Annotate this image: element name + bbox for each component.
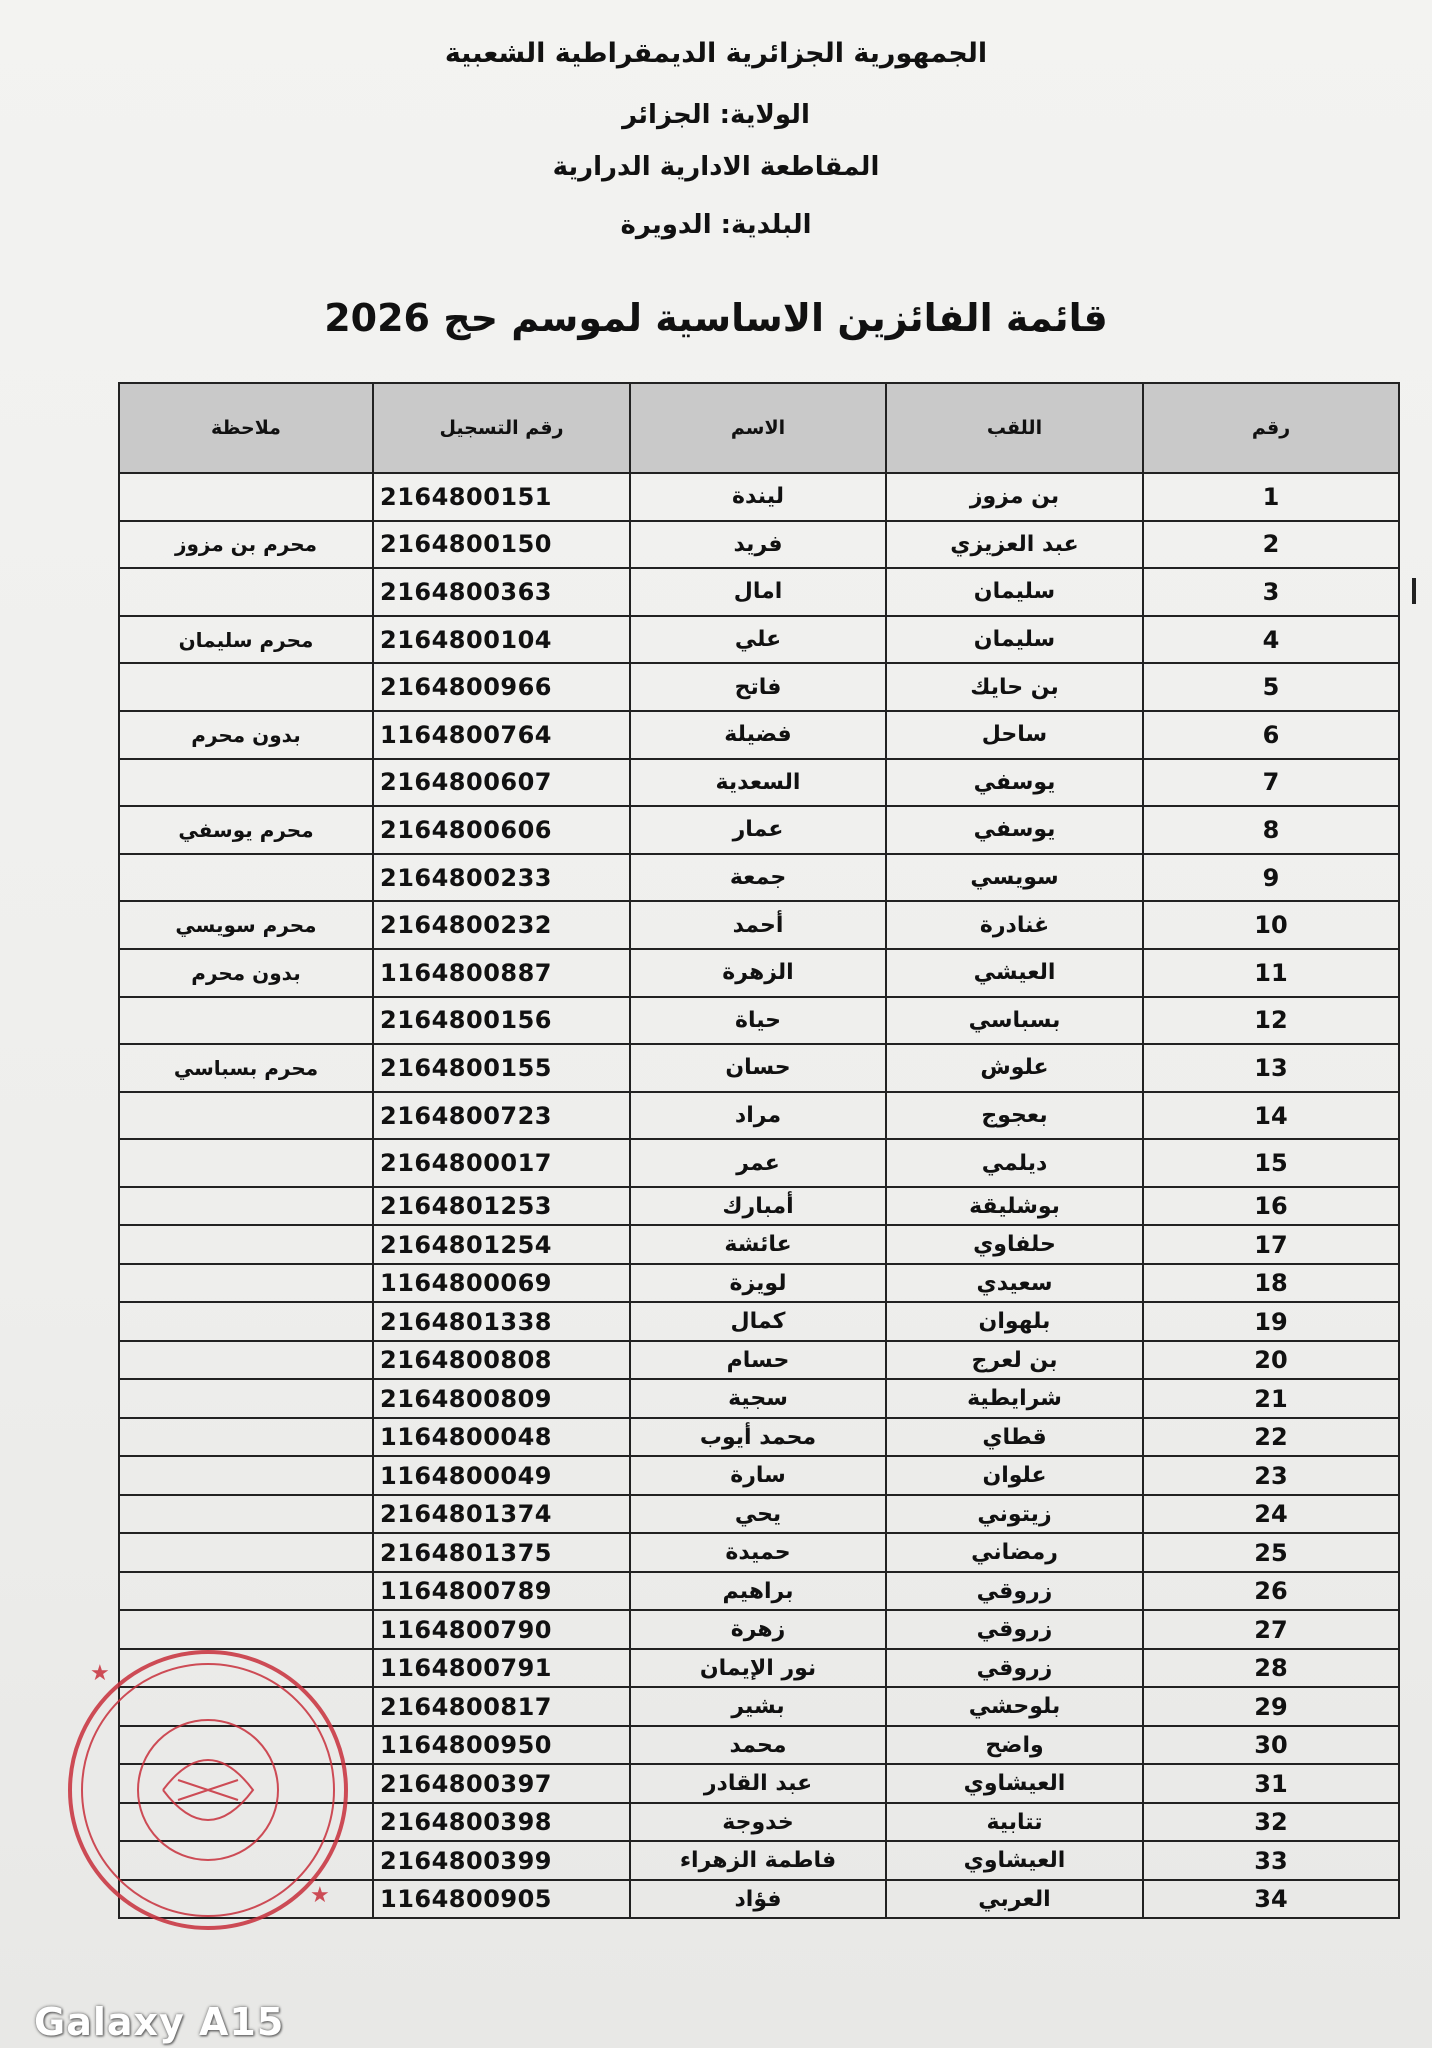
svg-text:★: ★ bbox=[90, 1661, 110, 1686]
table-row bbox=[119, 1225, 1399, 1264]
cell-surname: سويسي bbox=[886, 854, 1143, 902]
cell-registration: 1164800069 bbox=[373, 1264, 630, 1303]
cell-registration: 1164800049 bbox=[373, 1456, 630, 1495]
cell-name: خدوجة bbox=[630, 1803, 886, 1842]
cell-name: عائشة bbox=[630, 1225, 886, 1264]
cell-name: كمال bbox=[630, 1302, 886, 1341]
cell-surname: رمضاني bbox=[886, 1533, 1143, 1572]
table-row bbox=[119, 997, 1399, 1045]
col-header-note: ملاحظة bbox=[119, 383, 373, 473]
cell-surname: سليمان bbox=[886, 568, 1143, 616]
cell-note bbox=[119, 1187, 373, 1226]
cell-registration: 2164800809 bbox=[373, 1379, 630, 1418]
cell-note bbox=[119, 1264, 373, 1303]
cell-number: 6 bbox=[1143, 711, 1399, 759]
cell-note: محرم سليمان bbox=[119, 616, 373, 664]
cell-surname: تتابية bbox=[886, 1803, 1143, 1842]
document-title: قائمة الفائزين الاساسية لموسم حج 2026 bbox=[324, 296, 1108, 340]
cell-note bbox=[119, 1456, 373, 1495]
cell-number: 24 bbox=[1143, 1495, 1399, 1534]
header-republic: الجمهورية الجزائرية الديمقراطية الشعبية bbox=[444, 38, 988, 69]
cell-name: السعدية bbox=[630, 759, 886, 807]
cell-note bbox=[119, 1418, 373, 1457]
table-row bbox=[119, 1187, 1399, 1226]
cell-surname: العيشاوي bbox=[886, 1764, 1143, 1803]
cell-surname: علوش bbox=[886, 1044, 1143, 1092]
cell-number: 23 bbox=[1143, 1456, 1399, 1495]
cell-name: حسان bbox=[630, 1044, 886, 1092]
cell-note: محرم بسباسي bbox=[119, 1044, 373, 1092]
table-row bbox=[119, 1456, 1399, 1495]
cell-number: 27 bbox=[1143, 1610, 1399, 1649]
table-row bbox=[119, 663, 1399, 711]
cell-note bbox=[119, 1092, 373, 1140]
cell-note bbox=[119, 1225, 373, 1264]
table-row bbox=[119, 1533, 1399, 1572]
cell-name: فضيلة bbox=[630, 711, 886, 759]
cell-number: 21 bbox=[1143, 1379, 1399, 1418]
cell-registration: 2164800363 bbox=[373, 568, 630, 616]
cell-surname: زروقي bbox=[886, 1610, 1143, 1649]
cell-registration: 2164800399 bbox=[373, 1841, 630, 1880]
cell-number: 30 bbox=[1143, 1726, 1399, 1765]
cell-number: 34 bbox=[1143, 1880, 1399, 1919]
col-header-name: الاسم bbox=[630, 383, 886, 473]
cell-registration: 2164800232 bbox=[373, 901, 630, 949]
cell-name: عمر bbox=[630, 1139, 886, 1187]
cell-surname: العيشي bbox=[886, 949, 1143, 997]
cell-name: يحي bbox=[630, 1495, 886, 1534]
cell-name: بشير bbox=[630, 1687, 886, 1726]
page-edge-mark bbox=[1412, 578, 1416, 604]
cell-name: محمد أيوب bbox=[630, 1418, 886, 1457]
cell-name: مراد bbox=[630, 1092, 886, 1140]
cell-name: سجية bbox=[630, 1379, 886, 1418]
cell-surname: واضح bbox=[886, 1726, 1143, 1765]
table-row bbox=[119, 616, 1399, 664]
cell-number: 10 bbox=[1143, 901, 1399, 949]
cell-number: 1 bbox=[1143, 473, 1399, 521]
cell-note bbox=[119, 473, 373, 521]
table-row bbox=[119, 1044, 1399, 1092]
cell-note: بدون محرم bbox=[119, 711, 373, 759]
cell-name: فؤاد bbox=[630, 1880, 886, 1919]
cell-name: جمعة bbox=[630, 854, 886, 902]
col-header-number: رقم bbox=[1143, 383, 1399, 473]
cell-surname: بسباسي bbox=[886, 997, 1143, 1045]
cell-registration: 2164800104 bbox=[373, 616, 630, 664]
col-header-surname: اللقب bbox=[886, 383, 1143, 473]
table-row bbox=[119, 1139, 1399, 1187]
cell-number: 3 bbox=[1143, 568, 1399, 616]
cell-surname: بوشليقة bbox=[886, 1187, 1143, 1226]
cell-number: 18 bbox=[1143, 1264, 1399, 1303]
cell-name: فاتح bbox=[630, 663, 886, 711]
cell-registration: 2164800607 bbox=[373, 759, 630, 807]
cell-surname: العربي bbox=[886, 1880, 1143, 1919]
cell-surname: عبد العزيزي bbox=[886, 521, 1143, 569]
cell-number: 15 bbox=[1143, 1139, 1399, 1187]
cell-registration: 2164800398 bbox=[373, 1803, 630, 1842]
cell-name: نور الإيمان bbox=[630, 1649, 886, 1688]
cell-number: 4 bbox=[1143, 616, 1399, 664]
cell-registration: 2164800808 bbox=[373, 1341, 630, 1380]
table-row bbox=[119, 759, 1399, 807]
cell-registration: 2164800723 bbox=[373, 1092, 630, 1140]
cell-note bbox=[119, 997, 373, 1045]
cell-surname: بلهوان bbox=[886, 1302, 1143, 1341]
cell-number: 14 bbox=[1143, 1092, 1399, 1140]
table-row bbox=[119, 1418, 1399, 1457]
cell-number: 17 bbox=[1143, 1225, 1399, 1264]
cell-surname: بن مزوز bbox=[886, 473, 1143, 521]
cell-name: الزهرة bbox=[630, 949, 886, 997]
cell-note bbox=[119, 663, 373, 711]
cell-name: أحمد bbox=[630, 901, 886, 949]
table-row bbox=[119, 806, 1399, 854]
table-row bbox=[119, 1264, 1399, 1303]
cell-surname: سليمان bbox=[886, 616, 1143, 664]
cell-number: 11 bbox=[1143, 949, 1399, 997]
cell-registration: 2164800155 bbox=[373, 1044, 630, 1092]
cell-note bbox=[119, 568, 373, 616]
cell-number: 5 bbox=[1143, 663, 1399, 711]
cell-surname: بعجوج bbox=[886, 1092, 1143, 1140]
cell-surname: العيشاوي bbox=[886, 1841, 1143, 1880]
cell-note bbox=[119, 759, 373, 807]
cell-registration: 2164800966 bbox=[373, 663, 630, 711]
table-row bbox=[119, 901, 1399, 949]
table-row bbox=[119, 1092, 1399, 1140]
cell-name: عمار bbox=[630, 806, 886, 854]
cell-registration: 1164800048 bbox=[373, 1418, 630, 1457]
cell-note: محرم بن مزوز bbox=[119, 521, 373, 569]
cell-note bbox=[119, 1379, 373, 1418]
cell-surname: ساحل bbox=[886, 711, 1143, 759]
cell-registration: 1164800764 bbox=[373, 711, 630, 759]
cell-surname: يوسفي bbox=[886, 806, 1143, 854]
cell-note: بدون محرم bbox=[119, 949, 373, 997]
cell-registration: 1164800791 bbox=[373, 1649, 630, 1688]
cell-surname: حلفاوي bbox=[886, 1225, 1143, 1264]
cell-registration: 1164800905 bbox=[373, 1880, 630, 1919]
cell-name: ليندة bbox=[630, 473, 886, 521]
cell-number: 25 bbox=[1143, 1533, 1399, 1572]
cell-name: أمبارك bbox=[630, 1187, 886, 1226]
cell-number: 19 bbox=[1143, 1302, 1399, 1341]
cell-note: محرم سويسي bbox=[119, 901, 373, 949]
cell-number: 13 bbox=[1143, 1044, 1399, 1092]
table-row bbox=[119, 521, 1399, 569]
cell-registration: 2164800606 bbox=[373, 806, 630, 854]
cell-name: عبد القادر bbox=[630, 1764, 886, 1803]
cell-note bbox=[119, 1302, 373, 1341]
header-commune: البلدية: الدويرة bbox=[620, 210, 812, 240]
cell-name: فاطمة الزهراء bbox=[630, 1841, 886, 1880]
header-wilaya: الولاية: الجزائر bbox=[622, 100, 810, 130]
cell-number: 28 bbox=[1143, 1649, 1399, 1688]
cell-registration: 1164800950 bbox=[373, 1726, 630, 1765]
cell-number: 16 bbox=[1143, 1187, 1399, 1226]
table-row bbox=[119, 568, 1399, 616]
cell-registration: 2164801374 bbox=[373, 1495, 630, 1534]
cell-name: امال bbox=[630, 568, 886, 616]
cell-number: 32 bbox=[1143, 1803, 1399, 1842]
table-header-row bbox=[119, 383, 1399, 473]
cell-note bbox=[119, 1533, 373, 1572]
cell-number: 2 bbox=[1143, 521, 1399, 569]
cell-registration: 2164801338 bbox=[373, 1302, 630, 1341]
table-row bbox=[119, 1302, 1399, 1341]
cell-surname: ديلمي bbox=[886, 1139, 1143, 1187]
cell-note bbox=[119, 1139, 373, 1187]
cell-name: سارة bbox=[630, 1456, 886, 1495]
cell-name: فريد bbox=[630, 521, 886, 569]
cell-registration: 2164800151 bbox=[373, 473, 630, 521]
table-row bbox=[119, 1572, 1399, 1611]
cell-surname: سعيدي bbox=[886, 1264, 1143, 1303]
cell-number: 26 bbox=[1143, 1572, 1399, 1611]
cell-number: 7 bbox=[1143, 759, 1399, 807]
cell-number: 33 bbox=[1143, 1841, 1399, 1880]
cell-surname: بن حايك bbox=[886, 663, 1143, 711]
table-row bbox=[119, 1495, 1399, 1534]
cell-name: حسام bbox=[630, 1341, 886, 1380]
cell-number: 9 bbox=[1143, 854, 1399, 902]
cell-note bbox=[119, 1495, 373, 1534]
cell-name: زهرة bbox=[630, 1610, 886, 1649]
cell-note bbox=[119, 1341, 373, 1380]
col-header-registration: رقم التسجيل bbox=[373, 383, 630, 473]
svg-text:★: ★ bbox=[310, 1883, 330, 1908]
cell-registration: 1164800790 bbox=[373, 1610, 630, 1649]
cell-registration: 2164800150 bbox=[373, 521, 630, 569]
table-row bbox=[119, 1341, 1399, 1380]
cell-number: 22 bbox=[1143, 1418, 1399, 1457]
cell-registration: 2164801254 bbox=[373, 1225, 630, 1264]
cell-surname: زيتوني bbox=[886, 1495, 1143, 1534]
cell-name: لويزة bbox=[630, 1264, 886, 1303]
table-row bbox=[119, 711, 1399, 759]
cell-number: 12 bbox=[1143, 997, 1399, 1045]
cell-name: محمد bbox=[630, 1726, 886, 1765]
official-stamp bbox=[58, 1640, 358, 1940]
cell-surname: زروقي bbox=[886, 1649, 1143, 1688]
cell-registration: 1164800789 bbox=[373, 1572, 630, 1611]
cell-registration: 2164800817 bbox=[373, 1687, 630, 1726]
cell-number: 29 bbox=[1143, 1687, 1399, 1726]
cell-name: حميدة bbox=[630, 1533, 886, 1572]
cell-registration: 2164801375 bbox=[373, 1533, 630, 1572]
cell-surname: علوان bbox=[886, 1456, 1143, 1495]
cell-registration: 1164800887 bbox=[373, 949, 630, 997]
cell-name: حياة bbox=[630, 997, 886, 1045]
camera-watermark: Galaxy A15 bbox=[34, 2000, 285, 2044]
cell-note: محرم يوسفي bbox=[119, 806, 373, 854]
cell-number: 8 bbox=[1143, 806, 1399, 854]
cell-surname: قطاي bbox=[886, 1418, 1143, 1457]
cell-registration: 2164800397 bbox=[373, 1764, 630, 1803]
cell-surname: يوسفي bbox=[886, 759, 1143, 807]
cell-name: علي bbox=[630, 616, 886, 664]
cell-number: 31 bbox=[1143, 1764, 1399, 1803]
header-district: المقاطعة الادارية الدرارية bbox=[552, 152, 880, 182]
cell-number: 20 bbox=[1143, 1341, 1399, 1380]
cell-registration: 2164800156 bbox=[373, 997, 630, 1045]
cell-note bbox=[119, 1572, 373, 1611]
cell-registration: 2164800017 bbox=[373, 1139, 630, 1187]
table-row bbox=[119, 473, 1399, 521]
cell-surname: شرايطية bbox=[886, 1379, 1143, 1418]
cell-registration: 2164801253 bbox=[373, 1187, 630, 1226]
cell-name: براهيم bbox=[630, 1572, 886, 1611]
table-row bbox=[119, 854, 1399, 902]
cell-surname: بن لعرج bbox=[886, 1341, 1143, 1380]
cell-surname: بلوحشي bbox=[886, 1687, 1143, 1726]
cell-surname: زروقي bbox=[886, 1572, 1143, 1611]
cell-surname: غنادرة bbox=[886, 901, 1143, 949]
cell-note bbox=[119, 854, 373, 902]
cell-registration: 2164800233 bbox=[373, 854, 630, 902]
table-row bbox=[119, 949, 1399, 997]
table-row bbox=[119, 1379, 1399, 1418]
